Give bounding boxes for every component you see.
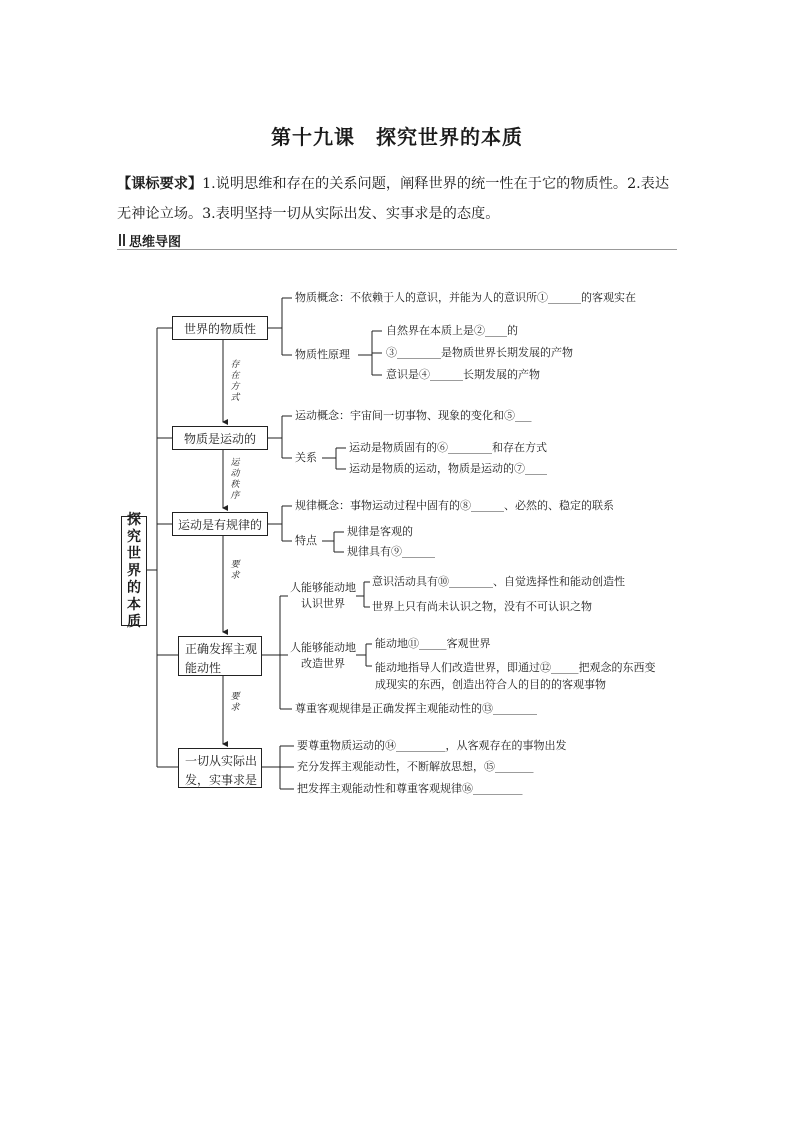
detail-transform-world: 人能够能动地改造世界 [290,641,356,670]
connector-label: 运动秩序 [230,458,240,501]
detail-motion-concept: 运动概念：宇宙间一切事物、现象的变化和⑤___ [295,409,532,422]
detail-item: 把发挥主观能动性和尊重客观规律⑯_________ [297,782,523,795]
detail-matter-concept: 物质概念：不依赖于人的意识，并能为人的意识所①______的客观实在 [295,291,636,304]
detail-materiality-principle: 物质性原理 [295,348,350,361]
detail-item: 要尊重物质运动的⑭_________，从客观存在的事物出发 [297,739,567,752]
node-world-materiality: 世界的物质性 [172,316,268,340]
detail-law-concept: 规律概念：事物运动过程中固有的⑧______、必然的、稳定的联系 [295,499,614,512]
detail-features: 特点 [295,534,317,547]
detail-item: 运动是物质固有的⑥________和存在方式 [349,441,547,454]
node-motion-law: 运动是有规律的 [172,512,268,536]
requirements-tag: 【课标要求】 [117,176,203,192]
detail-item: 世界上只有尚未认识之物，没有不可认识之物 [372,600,592,613]
connector-label: 要求 [230,560,240,581]
detail-item: 能动地指导人们改造世界，即通过⑫_____把观念的东西变成现实的东西，创造出符合人的目的的客观事物 [375,661,656,691]
detail-item: 规律是客观的 [347,525,413,538]
node-subjective-initiative: 正确发挥主观能动性 [178,636,262,676]
mindmap-root: 探究世界的本质 [121,516,147,626]
detail-item: 意识活动具有⑩________、自觉选择性和能动创造性 [372,575,625,588]
detail-item: 运动是物质的运动，物质是运动的⑦____ [349,462,547,475]
detail-respect-law: 尊重客观规律是正确发挥主观能动性的⑬________ [295,702,537,715]
detail-item: ③________是物质世界长期发展的产物 [386,346,573,359]
detail-item: 意识是④______长期发展的产物 [386,368,540,381]
detail-cognize-world: 人能够能动地认识世界 [290,581,356,610]
page-title: 第十九课 探究世界的本质 [271,125,523,149]
detail-item: 自然界在本质上是②____的 [386,324,518,337]
detail-item: 能动地⑪_____客观世界 [375,637,491,650]
detail-item: 充分发挥主观能动性，不断解放思想，⑮_______ [297,760,534,773]
detail-item: 规律具有⑨______ [347,545,435,558]
connector-label: 存在方式 [230,360,240,403]
section-label: 思维导图 [129,235,182,250]
requirements-text: 1.说明思维和存在的关系问题，阐释世界的统一性在于它的物质性。2.表达无神论立场。3.表明坚持一切从实际出发、实事求是的态度。 [117,176,670,222]
connector-label: 要求 [230,692,240,713]
detail-relation: 关系 [295,451,317,464]
node-matter-motion: 物质是运动的 [172,426,268,450]
node-seek-truth: 一切从实际出发，实事求是 [178,748,262,788]
